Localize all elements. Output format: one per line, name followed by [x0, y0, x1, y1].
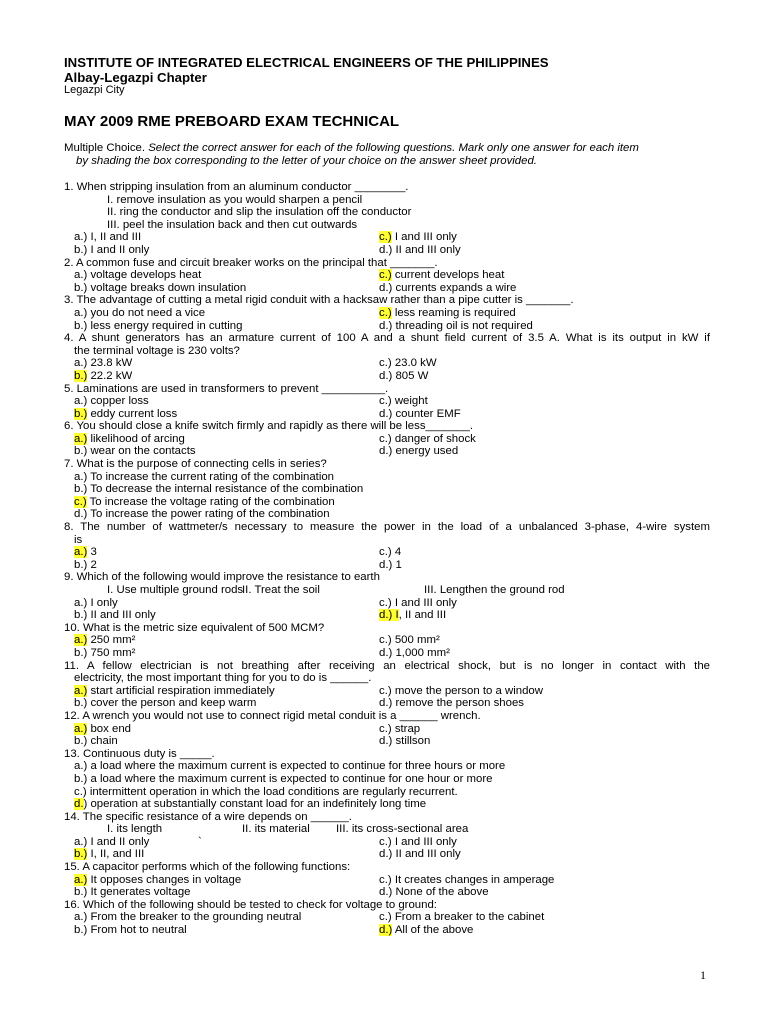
choice: a.) copper loss — [74, 395, 149, 408]
choice — [379, 609, 446, 622]
city-name: Legazpi City — [64, 84, 125, 96]
choice: b.) 750 mm² — [74, 646, 136, 659]
choice-text: likelihood of arcing — [87, 432, 185, 445]
question-stem: 7. What is the purpose of connecting cells in series? — [64, 458, 327, 471]
choice: c.) danger of shock — [379, 432, 476, 445]
answer-highlight: a.) — [74, 432, 88, 445]
choice-text: I, II, and III — [87, 848, 145, 861]
choice-text: start artificial respiration immediately — [87, 684, 275, 697]
chapter-name: Albay-Legazpi Chapter — [64, 70, 207, 85]
choice-row — [64, 244, 710, 257]
choice-row — [64, 886, 710, 899]
question-stem: 2. A common fuse and circuit breaker works on the principal that _______. — [64, 256, 438, 269]
choice: d.) threading oil is not required — [379, 319, 533, 332]
choice-row — [64, 269, 710, 282]
answer-highlight: a.) — [74, 873, 88, 886]
choice: b.) 2 — [74, 558, 97, 571]
choice-row — [64, 597, 710, 610]
statement: II. ring the conductor and slip the insulation off the conductor — [107, 206, 412, 219]
choice: b.) a load where the maximum current is expected to continue for one hour or more — [74, 772, 493, 785]
choice: b.) From hot to neutral — [74, 924, 187, 937]
choice-row — [64, 647, 710, 660]
choice-row — [64, 697, 710, 710]
choice: c.) I and III only — [379, 596, 457, 609]
choice: d.) remove the person shoes — [379, 697, 524, 710]
choice: b.) voltage breaks down insulation — [74, 281, 247, 294]
instructions-text-2: by shading the box corresponding to the letter of your choice on the answer sheet provided. — [76, 155, 537, 167]
question-stem-continued: the terminal voltage is 230 volts? — [74, 344, 240, 357]
choice-row — [64, 634, 710, 647]
answer-highlight: c.) — [379, 231, 392, 244]
question-stem: 15. A capacitor performs which of the following functions: — [64, 861, 351, 874]
choice: b.) less energy required in cutting — [74, 319, 243, 332]
choice-text: current develops heat — [391, 269, 505, 282]
choice-text: less reaming is required — [391, 306, 516, 319]
choice: a.) From the breaker to the grounding neutral — [74, 911, 302, 924]
choice: d.) To increase the power rating of the combination — [74, 508, 330, 521]
choice-row — [64, 836, 710, 849]
choice-row — [64, 357, 710, 370]
choice: a.) 23.8 kW — [74, 357, 133, 370]
choice: a.) I and II only — [74, 835, 150, 848]
answer-highlight: a.) — [74, 634, 88, 647]
question-stem: 5. Laminations are used in transformers to prevent __________. — [64, 382, 389, 395]
choice: c.) intermittent operation in which the load conditions are regularly recurrent. — [74, 785, 458, 798]
choice-text: To increase the voltage rating of the combination — [86, 495, 335, 508]
choice: c.) It creates changes in amperage — [379, 873, 555, 886]
question-list — [64, 181, 710, 937]
organization-name: INSTITUTE OF INTEGRATED ELECTRICAL ENGINEERS OF THE PHILIPPINES — [64, 55, 549, 70]
choice — [379, 307, 516, 320]
answer-highlight: b.) — [74, 848, 88, 861]
choice: c.) 500 mm² — [379, 634, 440, 647]
question-stem: 12. A wrench you would not use to connect rigid metal conduit is a ______ wrench. — [64, 709, 481, 722]
statement: I. Use multiple ground rods — [107, 584, 244, 596]
choice-row — [64, 848, 710, 861]
choice-row — [64, 408, 710, 421]
choice: d.) 1,000 mm² — [379, 646, 450, 659]
choice: c.) move the person to a window — [379, 684, 543, 697]
choice — [379, 924, 473, 937]
choice-row — [64, 723, 710, 736]
choice: d.) counter EMF — [379, 407, 461, 420]
choice-row — [64, 307, 710, 320]
choice: a.) I, II and III — [74, 231, 142, 244]
choice: d.) energy used — [379, 445, 459, 458]
choice-row — [64, 735, 710, 748]
choice: a.) To increase the current rating of the combination — [74, 470, 335, 483]
statement: II. Treat the soil — [242, 584, 320, 596]
choice-row — [64, 911, 710, 924]
statement: III. its cross-sectional area — [336, 823, 469, 836]
choice: d.) currents expands a wire — [379, 281, 517, 294]
choice-text: 250 mm² — [87, 634, 136, 647]
answer-highlight: a.) — [74, 546, 88, 559]
answer-highlight: c.) — [379, 269, 392, 282]
choice: c.) weight — [379, 395, 428, 408]
question-stem: 1. When stripping insulation from an aluminum conductor ________. — [64, 181, 409, 193]
choice-text: , II and III — [398, 609, 447, 622]
choice-row — [64, 445, 710, 458]
choice: c.) 23.0 kW — [379, 357, 437, 370]
choice-row — [64, 559, 710, 572]
question-stem: 13. Continuous duty is _____. — [64, 747, 215, 760]
answer-highlight: c.) — [74, 495, 87, 508]
statement: II. its material — [242, 823, 310, 836]
choice: b.) chain — [74, 735, 118, 748]
choice-row — [64, 924, 710, 937]
choice-row — [64, 546, 710, 559]
choice: b.) I and II only — [74, 243, 150, 256]
question-stem: 3. The advantage of cutting a metal rigid conduit with a hacksaw rather than a pipe cutter is _______. — [64, 294, 574, 307]
choice: c.) From a breaker to the cabinet — [379, 911, 545, 924]
answer-highlight: a.) — [74, 722, 88, 735]
choice — [379, 269, 504, 282]
choice-row — [64, 370, 710, 383]
choice: a.) I only — [74, 596, 118, 609]
choice: a.) you do not need a vice — [74, 306, 206, 319]
choice-text: I and III only — [391, 231, 457, 244]
choice-row — [64, 874, 710, 887]
choice: b.) wear on the contacts — [74, 445, 196, 458]
choice-row — [64, 282, 710, 295]
choice-row — [64, 609, 710, 622]
question-stem-continued: electricity, the most important thing for you to do is ______. — [74, 672, 372, 685]
statement: I. remove insulation as you would sharpen a pencil — [107, 193, 363, 206]
choice-row — [64, 320, 710, 333]
question-stem: 6. You should close a knife switch firmly and rapidly as there will be less_______. — [64, 420, 474, 433]
choice-text: ) operation at substantially constant load for an indefinitely long time — [83, 798, 427, 811]
choice-text: It opposes changes in voltage — [87, 873, 242, 886]
question-stem: 9. Which of the following would improve the resistance to earth — [64, 571, 380, 584]
choice: c.) I and III only — [379, 835, 457, 848]
exam-title: MAY 2009 RME PREBOARD EXAM TECHNICAL — [64, 113, 400, 130]
answer-highlight: c.) — [379, 306, 392, 319]
instructions-text: Select the correct answer for each of the following questions. Mark only one answer for each item — [148, 142, 639, 154]
question-stem: 10. What is the metric size equivalent of 500 MCM? — [64, 621, 325, 634]
answer-highlight: b.) — [74, 407, 88, 420]
choice: d.) 1 — [379, 558, 402, 571]
choice-row — [64, 685, 710, 698]
choice: d.) 805 W — [379, 369, 429, 382]
choice-text: All of the above — [392, 924, 474, 937]
choice-row — [64, 231, 710, 244]
choice-text: 3 — [87, 546, 97, 559]
answer-highlight: b.) — [74, 369, 88, 382]
answer-highlight: d. — [74, 798, 84, 811]
question-stem: 11. A fellow electrician is not breathing after receiving an electrical shock, but is no longer in contact with the — [64, 659, 710, 672]
choice: d.) None of the above — [379, 886, 489, 899]
page-number: 1 — [700, 968, 706, 982]
choice: a.) a load where the maximum current is expected to continue for three hours or more — [74, 760, 506, 773]
statement: III. Lengthen the ground rod — [424, 584, 565, 596]
question-stem: 16. Which of the following should be tested to check for voltage to ground: — [64, 898, 437, 911]
question-stem: 14. The specific resistance of a wire depends on ______. — [64, 810, 352, 823]
choice-text: box end — [87, 722, 131, 735]
choice: d.) stillson — [379, 735, 431, 748]
choice: b.) II and III only — [74, 609, 156, 622]
choice: b.) cover the person and keep warm — [74, 697, 257, 710]
choice: d.) II and III only — [379, 848, 461, 861]
choice: b.) To decrease the internal resistance of the combination — [74, 483, 364, 496]
question-stem-continued: is — [74, 533, 83, 546]
statement-row — [64, 584, 710, 597]
choice-text: eddy current loss — [87, 407, 178, 420]
instructions-lead: Multiple Choice. — [64, 142, 149, 154]
question-stem: 8. The number of wattmeter/s necessary to measure the power in the load of a unbalanced 3-phase, 4-wire system — [64, 521, 710, 534]
choice-row — [64, 433, 710, 446]
choice: d.) II and III only — [379, 243, 461, 256]
choice-row — [64, 798, 710, 811]
statement: I. its length — [107, 823, 163, 836]
choice — [379, 231, 457, 244]
question-stem: 4. A shunt generators has an armature current of 100 A and a shunt field current of 3.5 A. What is its output in kW if — [64, 332, 710, 345]
choice: c.) 4 — [379, 546, 402, 559]
choice-row — [64, 496, 710, 509]
answer-highlight: d.) I — [379, 609, 399, 622]
stray-mark: ` — [198, 835, 202, 848]
choice: b.) It generates voltage — [74, 886, 191, 899]
answer-highlight: a.) — [74, 684, 88, 697]
statement-row — [64, 823, 710, 836]
choice: a.) voltage develops heat — [74, 269, 202, 282]
answer-highlight: d.) — [379, 924, 393, 937]
instructions — [64, 142, 714, 155]
choice-row — [64, 395, 710, 408]
choice-text: 22.2 kW — [87, 369, 133, 382]
statement: III. peel the insulation back and then cut outwards — [107, 218, 358, 231]
choice: c.) strap — [379, 722, 421, 735]
